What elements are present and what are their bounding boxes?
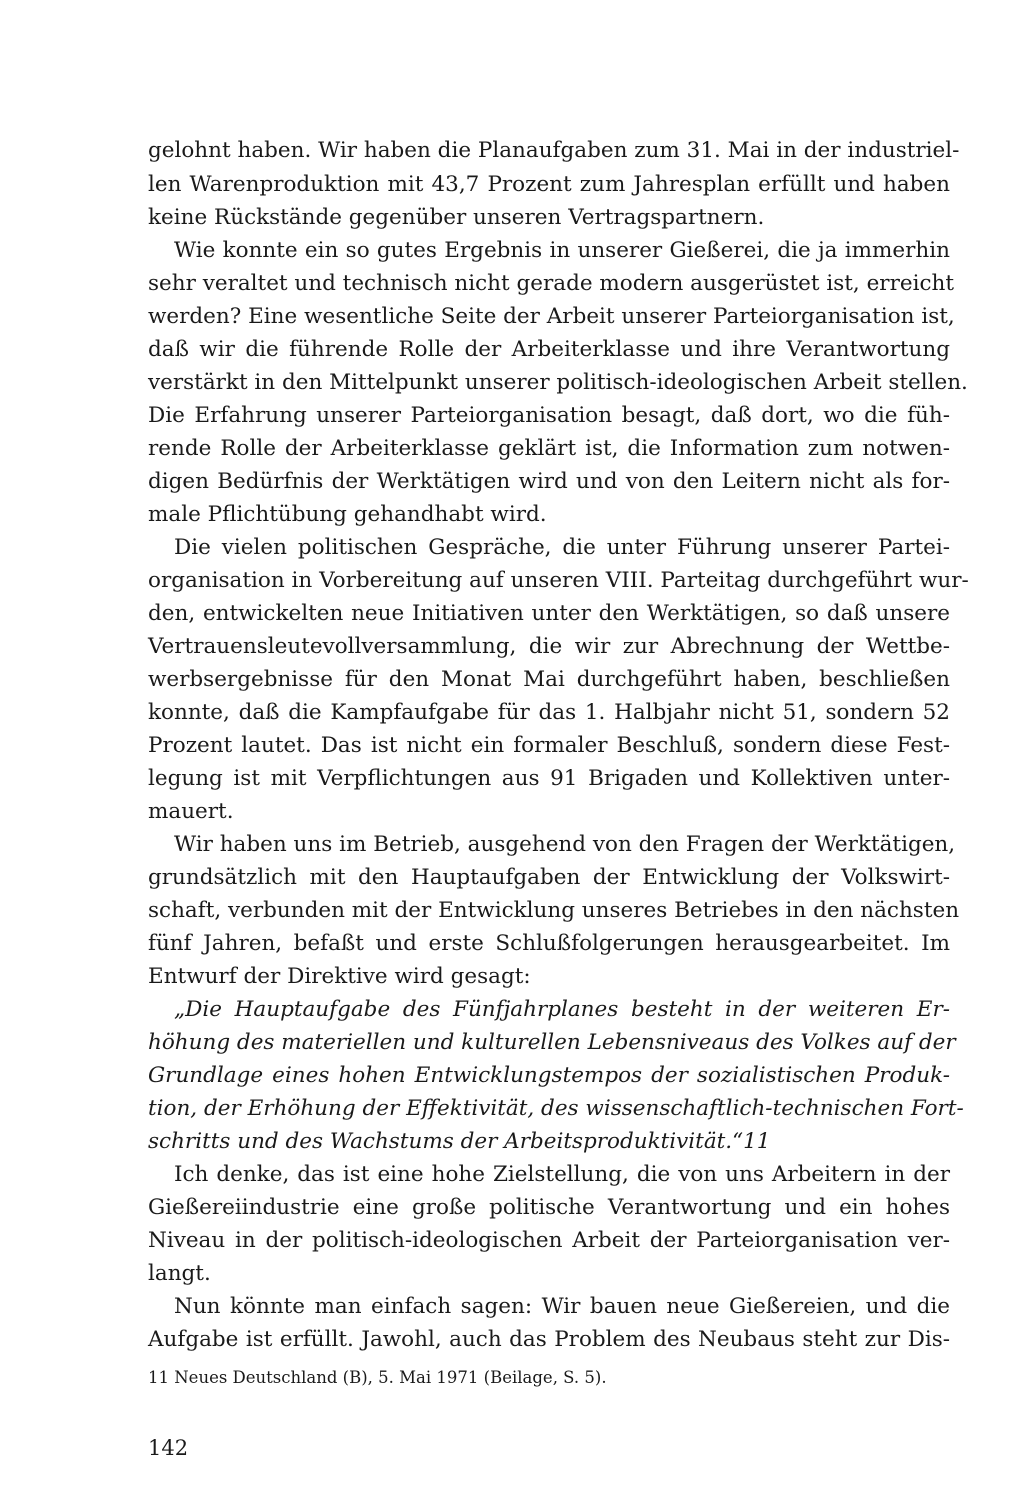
text-line: schaft, verbunden mit der Entwicklung unseres Betriebes in den nächsten xyxy=(148,898,960,923)
text-line: werbsergebnisse für den Monat Mai durchgeführt haben, beschließen xyxy=(148,667,950,692)
text-line: verstärkt in den Mittelpunkt unserer politisch-ideologischen Arbeit stellen. xyxy=(148,370,968,395)
text-line: mauert. xyxy=(148,799,234,824)
quote-line: höhung des materiellen und kulturellen Lebensniveaus des Volkes auf der xyxy=(148,1030,956,1055)
text-line: male Pflichtübung gehandhabt wird. xyxy=(148,502,547,527)
text-line: rende Rolle der Arbeiterklasse geklärt ist, die Information zum notwen- xyxy=(148,436,950,461)
text-line: len Warenproduktion mit 43,7 Prozent zum Jahresplan erfüllt und haben xyxy=(148,172,950,197)
quote-line: tion, der Erhöhung der Effektivität, des wissenschaftlich-technischen Fort- xyxy=(148,1096,964,1121)
quote-line: Grundlage eines hohen Entwicklungstempos der sozialistischen Produk- xyxy=(148,1063,950,1088)
text-line: Wir haben uns im Betrieb, ausgehend von den Fragen der Werktätigen, xyxy=(174,832,956,857)
page-number: 142 xyxy=(148,1436,189,1460)
text-line: keine Rückstände gegenüber unseren Vertragspartnern. xyxy=(148,205,765,230)
text-line: Vertrauensleutevollversammlung, die wir zur Abrechnung der Wettbe- xyxy=(148,634,950,659)
text-line: Niveau in der politisch-ideologischen Arbeit der Parteiorganisation ver- xyxy=(148,1228,950,1253)
text-line: grundsätzlich mit den Hauptaufgaben der Entwicklung der Volkswirt- xyxy=(148,865,950,890)
quote-line: schritts und des Wachstums der Arbeitsproduktivität.“11 xyxy=(148,1129,771,1154)
text-line: organisation in Vorbereitung auf unseren VIII. Parteitag durchgeführt wur- xyxy=(148,568,969,593)
text-line: Entwurf der Direktive wird gesagt: xyxy=(148,964,531,989)
text-line: Wie konnte ein so gutes Ergebnis in unserer Gießerei, die ja immerhin xyxy=(174,238,950,263)
text-line: Nun könnte man einfach sagen: Wir bauen neue Gießereien, und die xyxy=(174,1294,950,1319)
text-line: Die Erfahrung unserer Parteiorganisation besagt, daß dort, wo die füh- xyxy=(148,403,950,428)
text-line: sehr veraltet und technisch nicht gerade modern ausgerüstet ist, erreicht xyxy=(148,271,954,296)
text-line: legung ist mit Verpflichtungen aus 91 Brigaden und Kollektiven unter- xyxy=(148,766,950,791)
text-line: Ich denke, das ist eine hohe Zielstellung, die von uns Arbeitern in der xyxy=(174,1162,950,1187)
text-line: den, entwickelten neue Initiativen unter den Werktätigen, so daß unsere xyxy=(148,601,950,626)
quote-line: „Die Hauptaufgabe des Fünfjahrplanes besteht in der weiteren Er- xyxy=(174,997,950,1022)
text-line: digen Bedürfnis der Werktätigen wird und von den Leitern nicht als for- xyxy=(148,469,950,494)
text-line: daß wir die führende Rolle der Arbeiterklasse und ihre Verantwortung xyxy=(148,337,950,362)
text-line: langt. xyxy=(148,1261,211,1286)
text-line: konnte, daß die Kampfaufgabe für das 1. Halbjahr nicht 51, sondern 52 xyxy=(148,700,950,725)
text-line: fünf Jahren, befaßt und erste Schlußfolgerungen herausgearbeitet. Im xyxy=(148,931,950,956)
text-line: Aufgabe ist erfüllt. Jawohl, auch das Problem des Neubaus steht zur Dis- xyxy=(148,1327,950,1352)
text-line: gelohnt haben. Wir haben die Planaufgaben zum 31. Mai in der industriel- xyxy=(148,138,960,163)
text-line: Gießereiindustrie eine große politische Verantwortung und ein hohes xyxy=(148,1195,950,1220)
footnote: 11 Neues Deutschland (B), 5. Mai 1971 (Beilage, S. 5). xyxy=(148,1368,607,1387)
text-line: Die vielen politischen Gespräche, die unter Führung unserer Partei- xyxy=(174,535,950,560)
text-line: werden? Eine wesentliche Seite der Arbeit unserer Parteiorganisation ist, xyxy=(148,304,955,329)
text-line: Prozent lautet. Das ist nicht ein formaler Beschluß, sondern diese Fest- xyxy=(148,733,950,758)
